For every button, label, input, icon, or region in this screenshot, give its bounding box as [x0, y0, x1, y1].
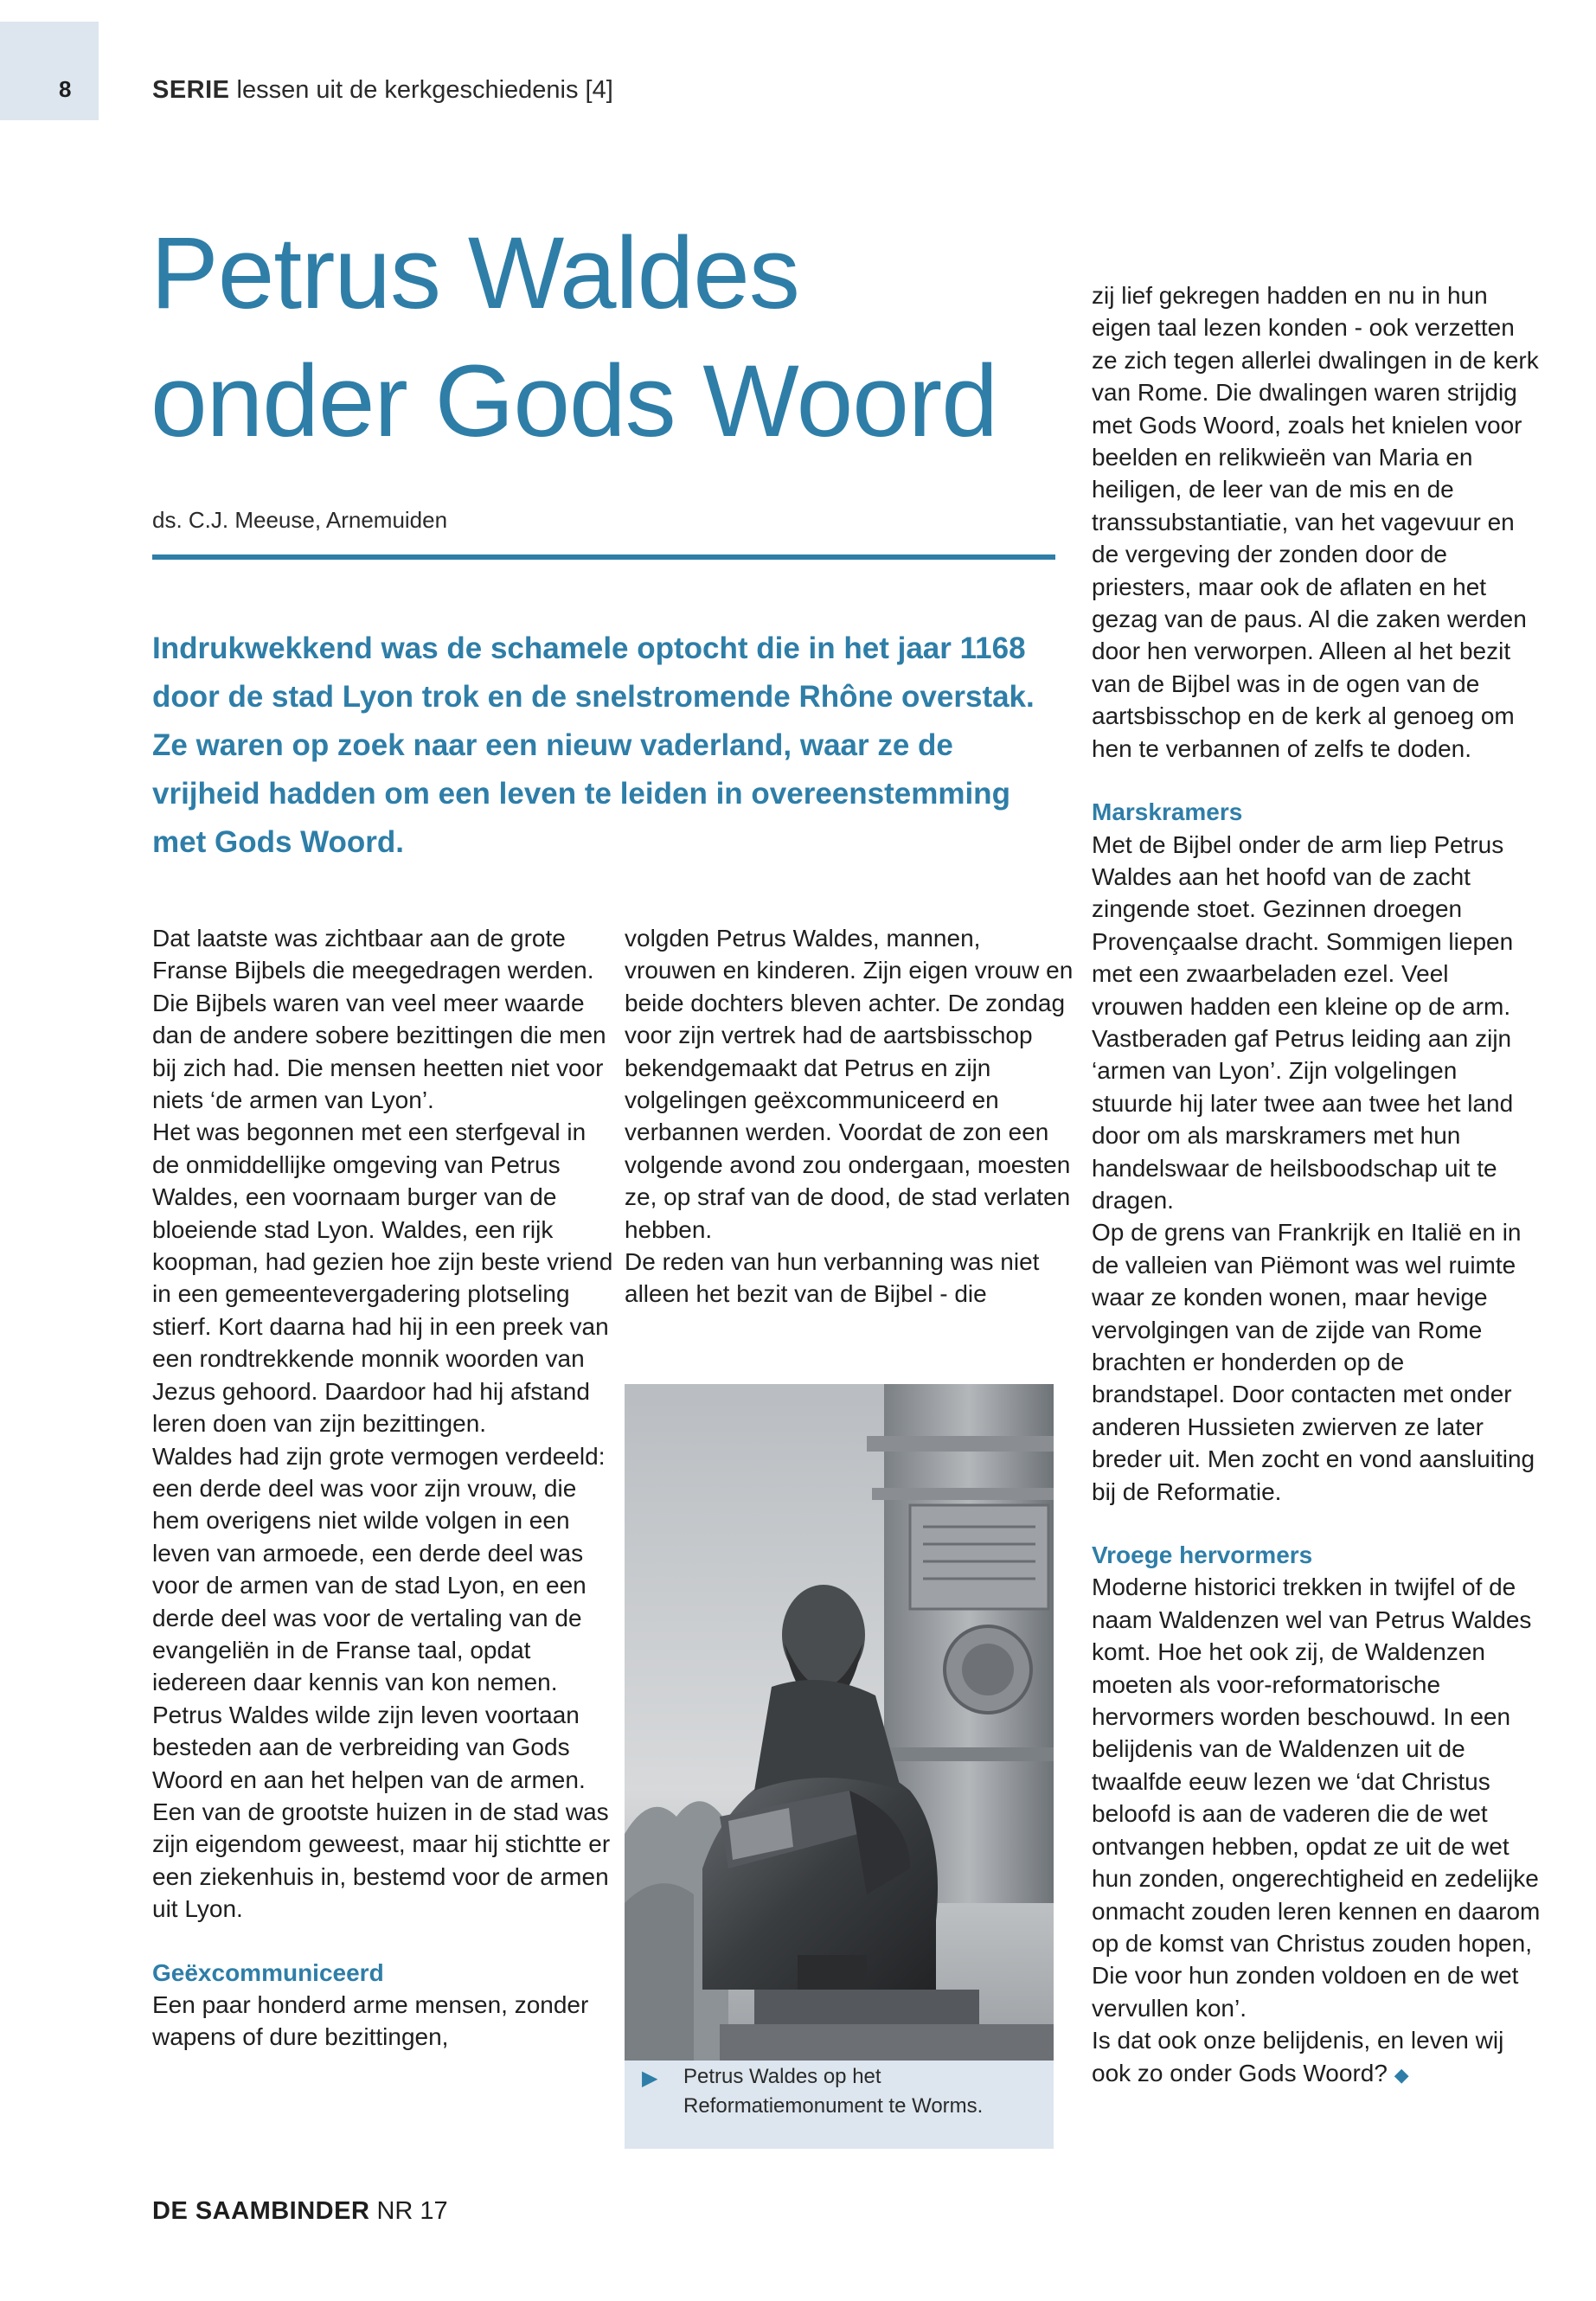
issue-number: NR 17: [376, 2197, 448, 2225]
page-number-panel: [0, 22, 99, 120]
title-divider: [152, 554, 1055, 560]
caption-triangle-icon: ▶: [642, 2067, 658, 2090]
col2-paragraph-2: De reden van hun verbanning was niet alleen het bezit van de Bijbel - die: [625, 1248, 1040, 1308]
text-column-1: [152, 922, 619, 2054]
col3-paragraph-2: Met de Bijbel onder de arm liep Petrus Waldes aan het hoofd van de zacht zingende stoet. Gezinnen droegen Provençaalse dracht. Sommigen liepen met een zwaarbeladen ezel. Veel vrouwen hadden een kleine op de arm. Vastberaden gaf Petrus leiding aan zijn ‘armen van Lyon’. Zijn volgelingen stuurde hij later twee aan twee het land door om als marskramers met hun handelswaar de heilsboodschap uit te dragen.: [1092, 830, 1514, 1214]
author-byline: ds. C.J. Meeuse, Arnemuiden: [152, 507, 448, 533]
subhead-geexcommuniceerd: Geëxcommuniceerd: [152, 1958, 384, 1986]
col1-paragraph-1: Dat laatste was zichtbaar aan de grote Franse Bijbels die meegedragen werden. Die Bijbels waren van veel meer waarde dan de andere sobere bezittingen die men bij zich had. Die mensen heetten niet voor niets ‘de armen van Lyon’.: [152, 925, 606, 1114]
col3-paragraph-4: Moderne historici trekken in twijfel of de naam Waldenzen wel van Petrus Waldes komt. Hoe het ook zij, de Waldenzen moeten als voor-reformatorische hervormers worden beschouwd. In een belijdenis van de Waldenzen uit de twaalfde eeuw lezen we ‘dat Christus beloofd is aan de vaderen die de wet ontvangen hebben, opdat ze uit de wet hun zonden, ongerechtigheid en zedelijke onmacht zouden leren kennen en daarom op de komst van Christus zouden hopen, Die voor hun zonden voldoen en de wet vervullen kon’.: [1092, 1574, 1541, 2022]
text-column-3: [1092, 279, 1542, 2091]
title-line-1: Petrus Waldes: [151, 216, 799, 330]
closing-question: Is dat ook onze belijdenis, en leven wij ook zo onder Gods Woord?: [1092, 2027, 1504, 2086]
series-header: [152, 76, 613, 105]
col1-paragraph-4: Een van de grootste huizen in de stad was zijn eigendom geweest, maar hij stichtte er een ziekenhuis in, bestemd voor de armen uit Lyon.: [152, 1798, 611, 1923]
magazine-footer: [152, 2197, 448, 2226]
col1-paragraph-2: Het was begonnen met een sterfgeval in de onmiddellijke omgeving van Petrus Waldes, een voornaam burger van de bloeiende stad Lyon. Waldes, een rijk koopman, had gezien hoe zijn beste vriend in een gemeentevergadering plotseling stierf. Kort daarna had hij in een preek van een rondtrekkende monnik woorden van Jezus gehoord. Daardoor had hij afstand leren doen van zijn bezittingen.: [152, 1118, 613, 1438]
photo-caption: Petrus Waldes op het Reformatiemonument te Worms.: [683, 2065, 984, 2118]
end-diamond-icon: ◆: [1394, 2063, 1409, 2086]
statue-photo: [625, 1384, 1054, 2061]
col1-paragraph-3: Waldes had zijn grote vermogen verdeeld: een derde deel was voor zijn vrouw, die hem overigens niet wilde volgen in een leven van armoede, een derde deel was voor de armen van de stad Lyon, en een derde deel was voor de vertaling van de evangeliën in de Franse taal, opdat iedereen daar kennis van kon nemen. Petrus Waldes wilde zijn leven voortaan besteden aan de verbreiding van Gods Woord en aan het helpen van de armen.: [152, 1442, 606, 1793]
series-title: lessen uit de kerkgeschiedenis [4]: [236, 76, 613, 104]
col3-paragraph-3: Op de grens van Frankrijk en Italië en in de valleien van Piëmont was wel ruimte waar ze konden wonen, maar hevige vervolgingen van de zijde van Rome brachten er honderden op de brandstapel. Door contacten met onder anderen Hussieten zwierven ze later breder uit. Men zocht en vond aansluiting bij de Reformatie.: [1092, 1219, 1535, 1505]
col3-paragraph-5: [1092, 2024, 1542, 2091]
col1-paragraph-5: Een paar honderd arme mensen, zonder wapens of dure bezittingen,: [152, 1991, 589, 2051]
subhead-vroege-hervormers: Vroege hervormers: [1092, 1541, 1313, 1569]
article-title: [151, 209, 1067, 465]
title-line-2: onder Gods Woord: [151, 344, 997, 458]
magazine-name: DE SAAMBINDER: [152, 2197, 370, 2225]
col3-paragraph-1: zij lief gekregen hadden en nu in hun eigen taal lezen konden - ook verzetten ze zich tegen allerlei dwalingen in de kerk van Rome. Die dwalingen waren strijdig met Gods Woord, zoals het knielen voor beelden en relikwieën van Maria en heiligen, de leer van de mis en de transsubstantiatie, van het vagevuur en de vergeving der zonden door de priesters, maar ook de aflaten en het gezag van de paus. Al die zaken werden door hen verworpen. Alleen al het bezit van de Bijbel was in de ogen van de aartsbisschop en de kerk al genoeg om hen te verbannen of zelfs te doden.: [1092, 282, 1539, 762]
col2-paragraph-1: volgden Petrus Waldes, mannen, vrouwen en kinderen. Zijn eigen vrouw en beide dochters bleven achter. De zondag voor zijn vertrek had de aartsbisschop bekendgemaakt dat Petrus en zijn volgelingen geëxcommuniceerd en verbannen werden. Voordat de zon een volgende avond zou ondergaan, moesten ze, op straf van de dood, de stad verlaten hebben.: [625, 925, 1074, 1243]
subhead-marskramers: Marskramers: [1092, 798, 1243, 826]
series-label: SERIE: [152, 76, 230, 104]
page-number: 8: [59, 76, 72, 102]
text-column-2: [625, 922, 1074, 1311]
intro-lead: Indrukwekkend was de schamele optocht die in het jaar 1168 door de stad Lyon trok en de snelstromende Rhône overstak. Ze waren op zoek naar een nieuw vaderland, waar ze de vrijheid hadden om een leven te leiden in overeenstemming met Gods Woord.: [152, 631, 1035, 859]
